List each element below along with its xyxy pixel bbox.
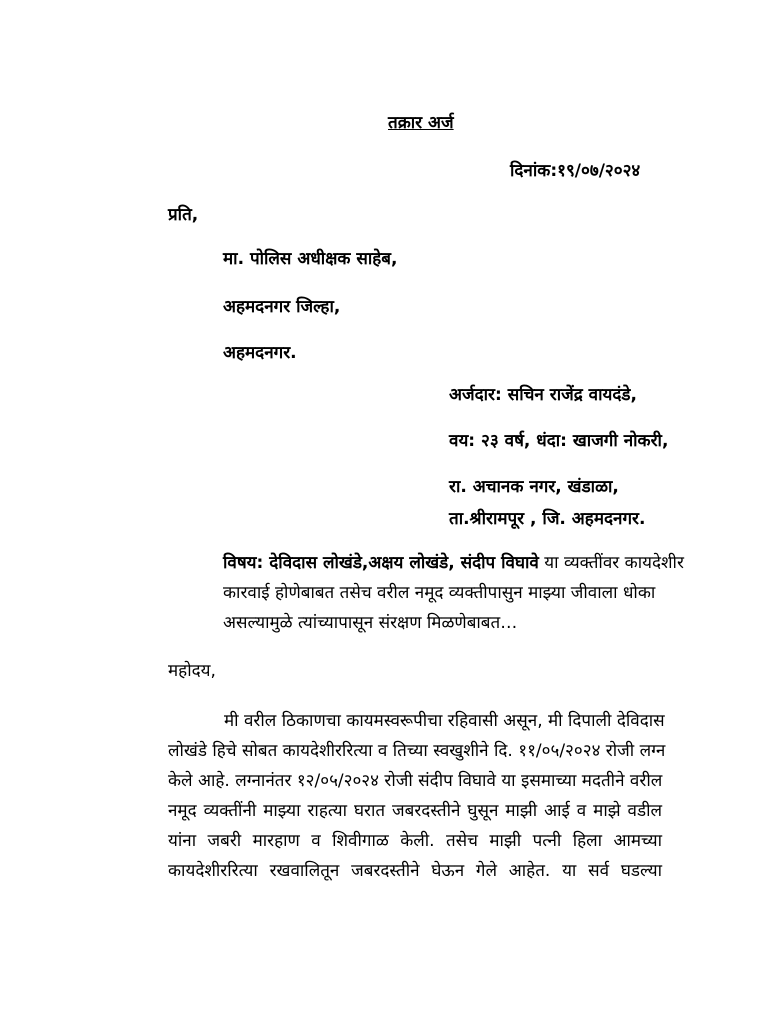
applicant-line-3: रा. अचानक नगर, खंडाळा, xyxy=(449,477,619,497)
subject-line-3: असल्यामुळे त्यांच्यापासून संरक्षण मिळणेबाबत… xyxy=(223,613,518,633)
body-paragraph xyxy=(168,706,666,886)
subject-line-1 xyxy=(223,548,684,578)
applicant-line-2: वय: २३ वर्ष, धंदा: खाजगी नोकरी, xyxy=(449,431,669,451)
document-title: तक्रार अर्ज xyxy=(388,113,454,133)
recipient-line-3: अहमदनगर. xyxy=(223,343,297,363)
subject-label: विषय: देविदास लोखंडे,अक्षय लोखंडे, संदीप विघावे xyxy=(223,553,539,573)
document-date: दिनांक:१९/०७/२०२४ xyxy=(510,161,641,181)
body-line: केले आहे. लग्नानंतर १२/०५/२०२४ रोजी संदीप विघावे या इसमाच्या मदतीने वरील xyxy=(168,771,663,791)
recipient-line-2: अहमदनगर जिल्हा, xyxy=(223,297,341,317)
subject-line-2: कारवाई होणेबाबत तसेच वरील नमूद व्यक्तीपासुन माझ्या जीवाला धोका xyxy=(223,583,656,603)
body-line: नमूद व्यक्तींनी माझ्या राहत्या घरात जबरदस्तीने घुसून माझी आई व माझे वडील xyxy=(168,801,662,821)
body-line: कायदेशीररित्या रखवालितून जबरदस्तीने घेऊन गेले आहेत. या सर्व घडल्या xyxy=(168,861,662,881)
applicant-line-4: ता.श्रीरामपूर , जि. अहमदनगर. xyxy=(449,509,646,529)
body-line: मी वरील ठिकाणचा कायमस्वरूपीचा रहिवासी असून, मी दिपाली देविदास xyxy=(224,711,665,731)
subject-block xyxy=(223,548,684,638)
greeting: महोदय, xyxy=(168,661,216,681)
body-line: यांना जबरी मारहाण व शिवीगाळ केली. तसेच माझी पत्नी हिला आमच्या xyxy=(168,831,662,851)
body-line: लोखंडे हिचे सोबत कायदेशीररित्या व तिच्या स्वखुशीने दि. ११/०५/२०२४ रोजी लग्न xyxy=(168,741,666,761)
applicant-line-1: अर्जदार: सचिन राजेंद्र वायदंडे, xyxy=(449,385,637,405)
subject-line-1-rest: या व्यक्तींवर कायदेशीर xyxy=(538,553,684,573)
salutation-to: प्रति, xyxy=(168,205,199,225)
recipient-line-1: मा. पोलिस अधीक्षक साहेब, xyxy=(223,249,398,269)
